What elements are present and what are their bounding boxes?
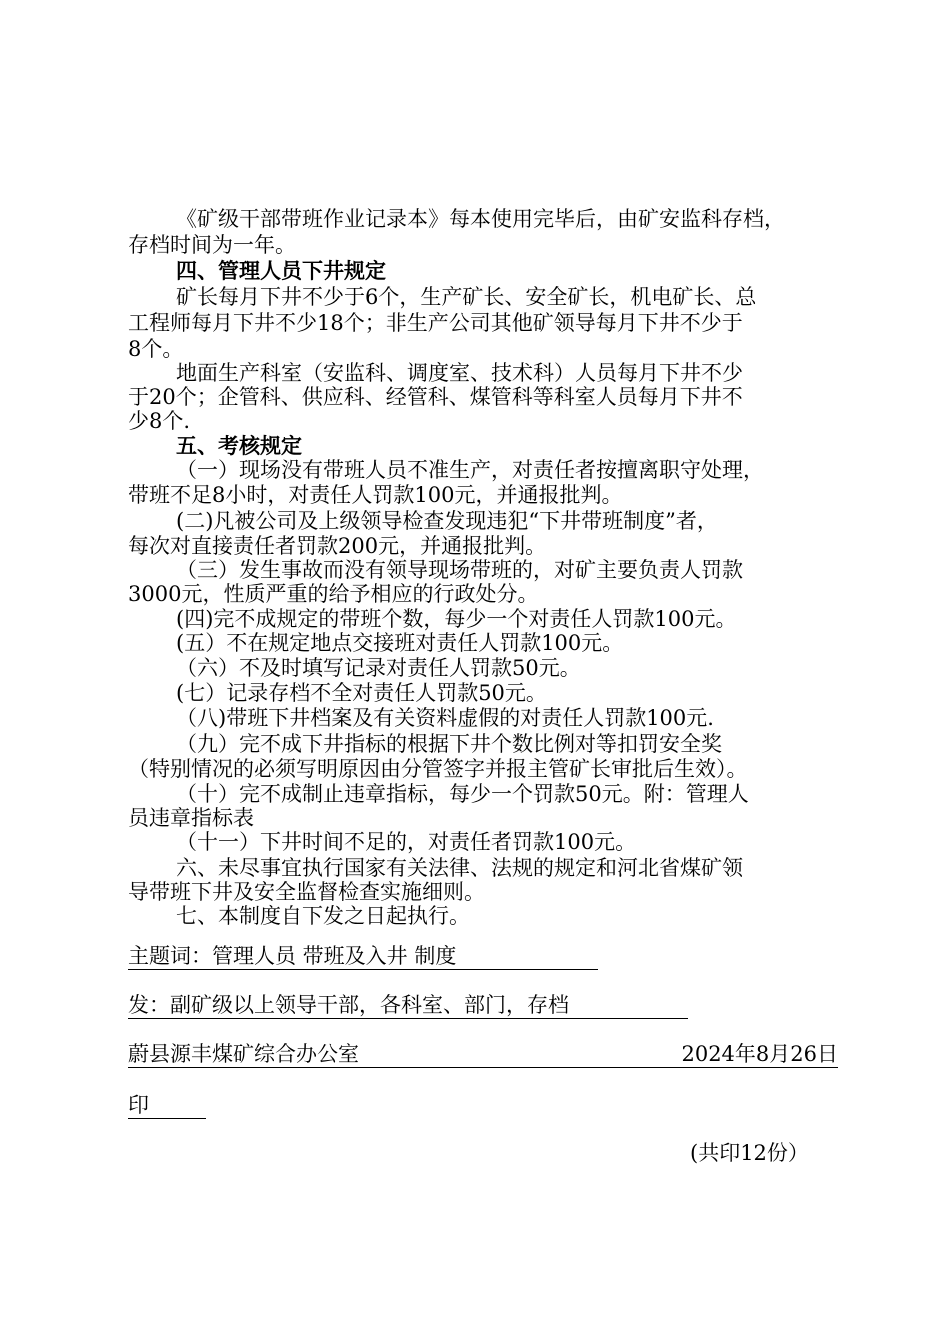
paragraph-line: (二)凡被公司及上级领导检查发现违犯“下井带班制度”者， bbox=[176, 509, 718, 533]
section-heading-5: 五、考核规定 bbox=[176, 433, 302, 458]
paragraph-line: 导带班下井及安全监督检查实施细则。 bbox=[128, 880, 485, 904]
paragraph-line: （十）完不成制止违章指标，每少一个罚款50元。附：管理人 bbox=[176, 782, 749, 806]
paragraph-line: 存档时间为一年。 bbox=[128, 233, 296, 257]
paragraph-line: 地面生产科室（安监科、调度室、技术科）人员每月下井不少 bbox=[176, 361, 743, 385]
paragraph-line: （一）现场没有带班人员不准生产，对责任者按擅离职守处理， bbox=[176, 458, 764, 482]
paragraph-line: （特别情况的必须写明原因由分管签字并报主管矿长审批后生效）。 bbox=[128, 757, 748, 781]
paragraph-line: 每次对直接责任者罚款200元，并通报批判。 bbox=[128, 534, 547, 558]
paragraph-line: （八)带班下井档案及有关资料虚假的对责任人罚款100元. bbox=[176, 706, 714, 730]
paragraph-line: 工程师每月下井不少18个；非生产公司其他矿领导每月下井不少于 bbox=[128, 311, 743, 335]
issue-date: 2024年8月26日 bbox=[648, 1041, 838, 1068]
issuer-office: 蔚县源丰煤矿综合办公室 bbox=[128, 1041, 648, 1068]
paragraph-line: 带班不足8小时，对责任人罚款100元，并通报批判。 bbox=[128, 483, 623, 507]
paragraph-line: （九）完不成下井指标的根据下井个数比例对等扣罚安全奖 bbox=[176, 732, 722, 756]
section-heading-4: 四、管理人员下井规定 bbox=[176, 258, 386, 283]
paragraph-line: 《矿级干部带班作业记录本》每本使用完毕后，由矿安监科存档， bbox=[176, 207, 785, 231]
section-heading-7: 七、本制度自下发之日起执行。 bbox=[176, 904, 470, 928]
paragraph-line: 少8个. bbox=[128, 409, 191, 433]
print-label: 印 bbox=[128, 1092, 206, 1119]
paragraph-line: (四)完不成规定的带班个数，每少一个对责任人罚款100元。 bbox=[176, 607, 737, 631]
copies-count: (共印12份） bbox=[690, 1141, 809, 1165]
paragraph-line: 矿长每月下井不少于6个，生产矿长、安全矿长，机电矿长、总 bbox=[176, 285, 757, 309]
paragraph-line: （六）不及时填写记录对责任人罚款50元。 bbox=[176, 656, 581, 680]
paragraph-line: 3000元，性质严重的给予相应的行政处分。 bbox=[128, 582, 539, 606]
section-heading-6: 六、未尽事宜执行国家有关法律、法规的规定和河北省煤矿领 bbox=[176, 856, 743, 880]
paragraph-line: 员违章指标表 bbox=[128, 806, 254, 830]
paragraph-line: 8个。 bbox=[128, 337, 184, 361]
subject-keywords: 主题词：管理人员 带班及入井 制度 bbox=[128, 943, 598, 970]
paragraph-line: (五）不在规定地点交接班对责任人罚款100元。 bbox=[176, 631, 624, 655]
paragraph-line: （十一）下井时间不足的，对责任者罚款100元。 bbox=[176, 830, 637, 854]
distribution-line: 发：副矿级以上领导干部，各科室、部门，存档 bbox=[128, 992, 688, 1019]
paragraph-line: 于20个；企管科、供应科、经管科、煤管科等科室人员每月下井不 bbox=[128, 385, 743, 409]
paragraph-line: (七）记录存档不全对责任人罚款50元。 bbox=[176, 681, 547, 705]
paragraph-line: （三）发生事故而没有领导现场带班的，对矿主要负责人罚款 bbox=[176, 558, 743, 582]
